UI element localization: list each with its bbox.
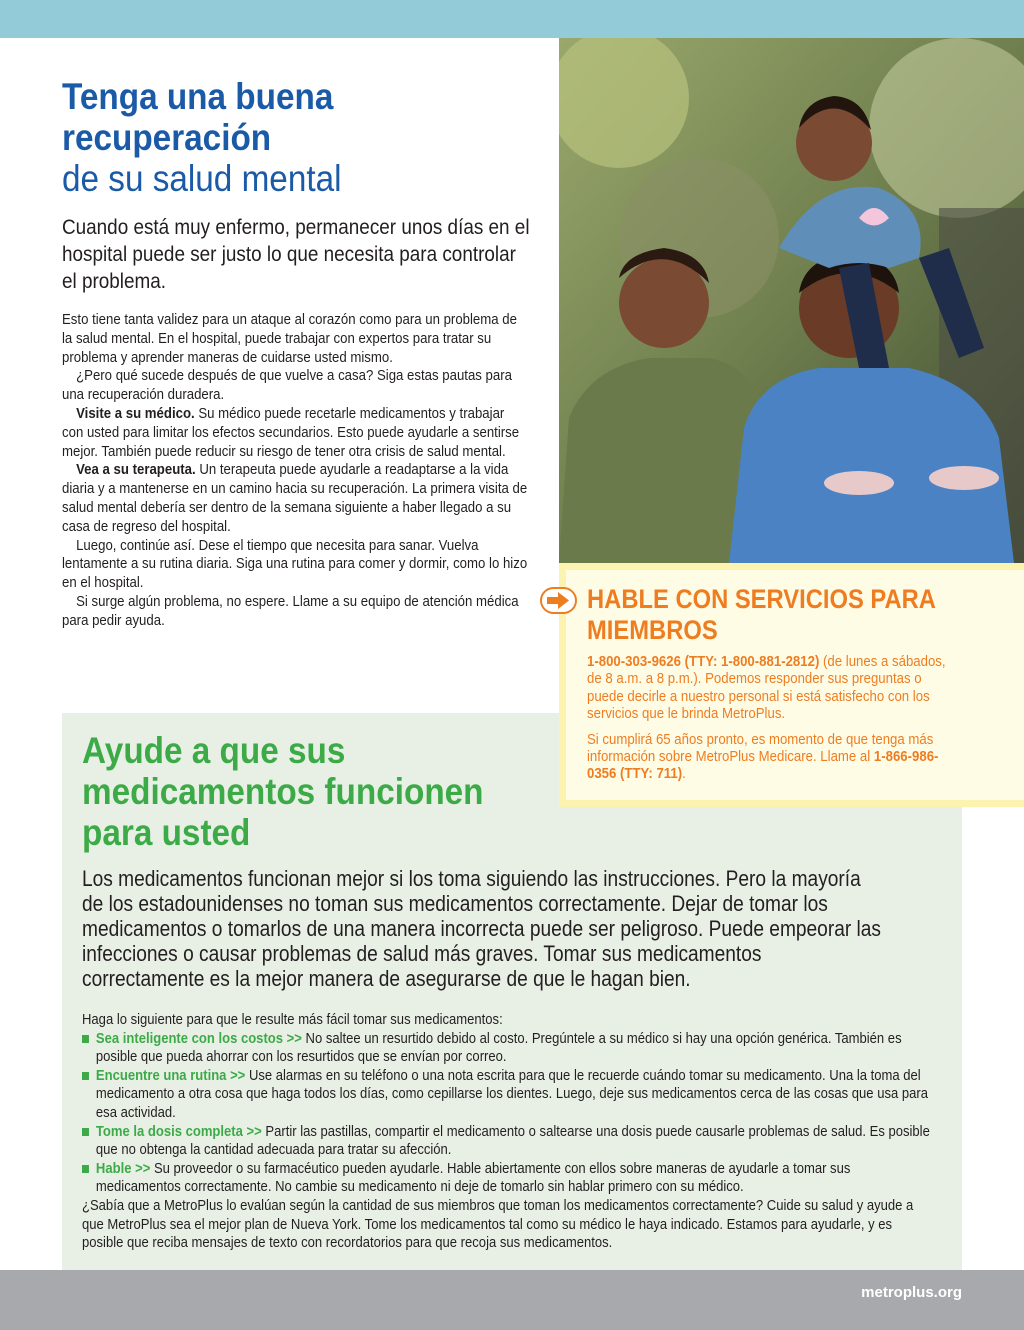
family-photo <box>559 38 1024 563</box>
article-body <box>62 311 528 631</box>
callout-text: Si cumplirá 65 años pronto, es momento de que tenga más información sobre MetroPlus Medicare. Llame al <box>587 730 934 766</box>
paragraph-label: Vea a su terapeuta. <box>76 461 196 479</box>
paragraph: Si surge algún problema, no espere. Llame a su equipo de atención médica para pedir ayuda. <box>62 592 519 629</box>
phone-number[interactable]: 1-866-986-0356 (TTY: 711) <box>587 748 939 783</box>
paragraph-label: Visite a su médico. <box>76 404 195 422</box>
item-label: Tome la dosis completa >> <box>95 1122 262 1140</box>
item-label: Hable >> <box>95 1159 151 1177</box>
paragraph: Esto tiene tanta validez para un ataque al corazón como para un problema de la salud mental. En el hospital, puede trabajar con expertos para tratar su problema y aprender maneras de cuidarse usted mismo. <box>62 311 517 366</box>
item-label: Sea inteligente con los costos >> <box>95 1029 302 1047</box>
paragraph-text: Un terapeuta puede ayudarle a readaptarse a la vida diaria y a mantenerse en un camino hacia su recuperación. La primera visita de salud mental debería ser dentro de la semana siguiente a haber llegado a su casa de regreso del hospital. <box>62 461 528 535</box>
item-text: Su proveedor o su farmacéutico pueden ayudarle. Hable abiertamente con ellos sobre maneras de ayudarle a tomar sus medicamentos correctamente. No cambie su medicamento ni deje de tomarlo sin hablar primero con su médico. <box>95 1159 851 1196</box>
callout-text: . <box>682 765 686 783</box>
list-lead: Haga lo siguiente para que le resulte más fácil tomar sus medicamentos: <box>82 1011 503 1028</box>
section-title: Ayude a que sus medicamentos funcionen para usted <box>82 730 484 853</box>
list-item <box>82 1160 935 1197</box>
paragraph <box>62 461 528 536</box>
closing-paragraph: ¿Sabía que a MetroPlus lo evalúan según la cantidad de sus miembros que toman los medicamentos correctamente? Cuide su salud y ayude a que MetroPlus sea el mejor plan de Nueva York. Tome los medicamentos tal como su médico le haya indicado. Estamos para ayudarle, y es posible que reciba mensajes de texto con recordatorios para que recoja sus medicamentos. <box>82 1196 914 1252</box>
item-text: Use alarmas en su teléfono o una nota escrita para que le recuerde cuándo tomar su medicamento. Una la toma del medicamento a otra cosa que haga todos los días, como cepillarse los dientes. Luego, deje sus medicamentos cerca de las cosas que usa para esa actividad. <box>95 1066 928 1121</box>
arrow-right-icon <box>540 587 577 614</box>
footer-bar <box>0 1270 1024 1330</box>
callout-body <box>587 653 948 791</box>
paragraph: Luego, continúe así. Dese el tiempo que necesita para sanar. Vuelva lentamente a su rutina diaria. Siga una rutina para comer y dormir, como lo hizo en el hospital. <box>62 536 528 592</box>
tips-list <box>82 1030 935 1197</box>
callout-title: HABLE CON SERVICIOS PARA MIEMBROS <box>587 584 936 645</box>
title-subline: de su salud mental <box>62 158 342 199</box>
square-bullet-icon <box>82 1035 89 1043</box>
paragraph: ¿Pero qué sucede después de que vuelve a casa? Siga estas pautas para una recuperación duradera. <box>62 367 512 404</box>
phone-number[interactable]: 1-800-303-9626 (TTY: 1-800-881-2812) <box>587 653 820 670</box>
article-intro: Cuando está muy enfermo, permanecer unos días en el hospital puede ser justo lo que necesita para controlar el problema. <box>62 216 530 293</box>
item-text: No saltee un resurtido debido al costo. Pregúntele a su médico si hay una opción genérica. También es posible que pueda ahorrar con los resurtidos que se envían por correo. <box>95 1029 902 1066</box>
article-title <box>62 76 532 199</box>
title-line: Tenga una buena <box>62 76 334 117</box>
callout-text: (de lunes a sábados, de 8 a.m. a 8 p.m.). Podemos responder sus preguntas o puede decirle a nuestro personal si está satisfecho con los servicios que le brinda MetroPlus. <box>587 653 946 723</box>
paragraph-text: Su médico puede recetarle medicamentos y trabajar con usted para limitar los efectos secundarios. Esto puede ayudarle a sentirse mejor. También puede reducir su riesgo de tener otra crisis de salud mental. <box>62 404 520 460</box>
family-photo-illustration <box>559 38 1024 563</box>
item-text: Partir las pastillas, compartir el medicamento o saltearse una dosis puede causarle problemas de salud. Es posible que no obtenga la cantidad adecuada para tratar su afección. <box>95 1122 930 1159</box>
item-label: Encuentre una rutina >> <box>95 1066 246 1084</box>
title-line: recuperación <box>62 117 272 158</box>
list-item <box>82 1123 935 1160</box>
top-color-bar <box>0 0 1024 38</box>
list-item <box>82 1067 935 1123</box>
square-bullet-icon <box>82 1128 89 1136</box>
callout-paragraph <box>587 653 948 723</box>
list-item <box>82 1030 935 1067</box>
section-intro: Los medicamentos funcionan mejor si los toma siguiendo las instrucciones. Pero la mayoría de los estadounidenses no toman sus medicamentos correctamente. Dejar de tomar los medicamentos o tomarlos de una manera incorrecta puede ser peligroso. Puede empeorar las infecciones o causar problemas de salud más graves. Tomar sus medicamentos correctamente es la mejor manera de asegurarse de que le hagan bien. <box>82 866 882 991</box>
callout-paragraph <box>587 731 948 783</box>
square-bullet-icon <box>82 1072 89 1080</box>
square-bullet-icon <box>82 1165 89 1173</box>
paragraph <box>62 405 528 461</box>
section-body <box>82 1011 935 1253</box>
footer-url-link[interactable]: metroplus.org <box>861 1284 962 1301</box>
